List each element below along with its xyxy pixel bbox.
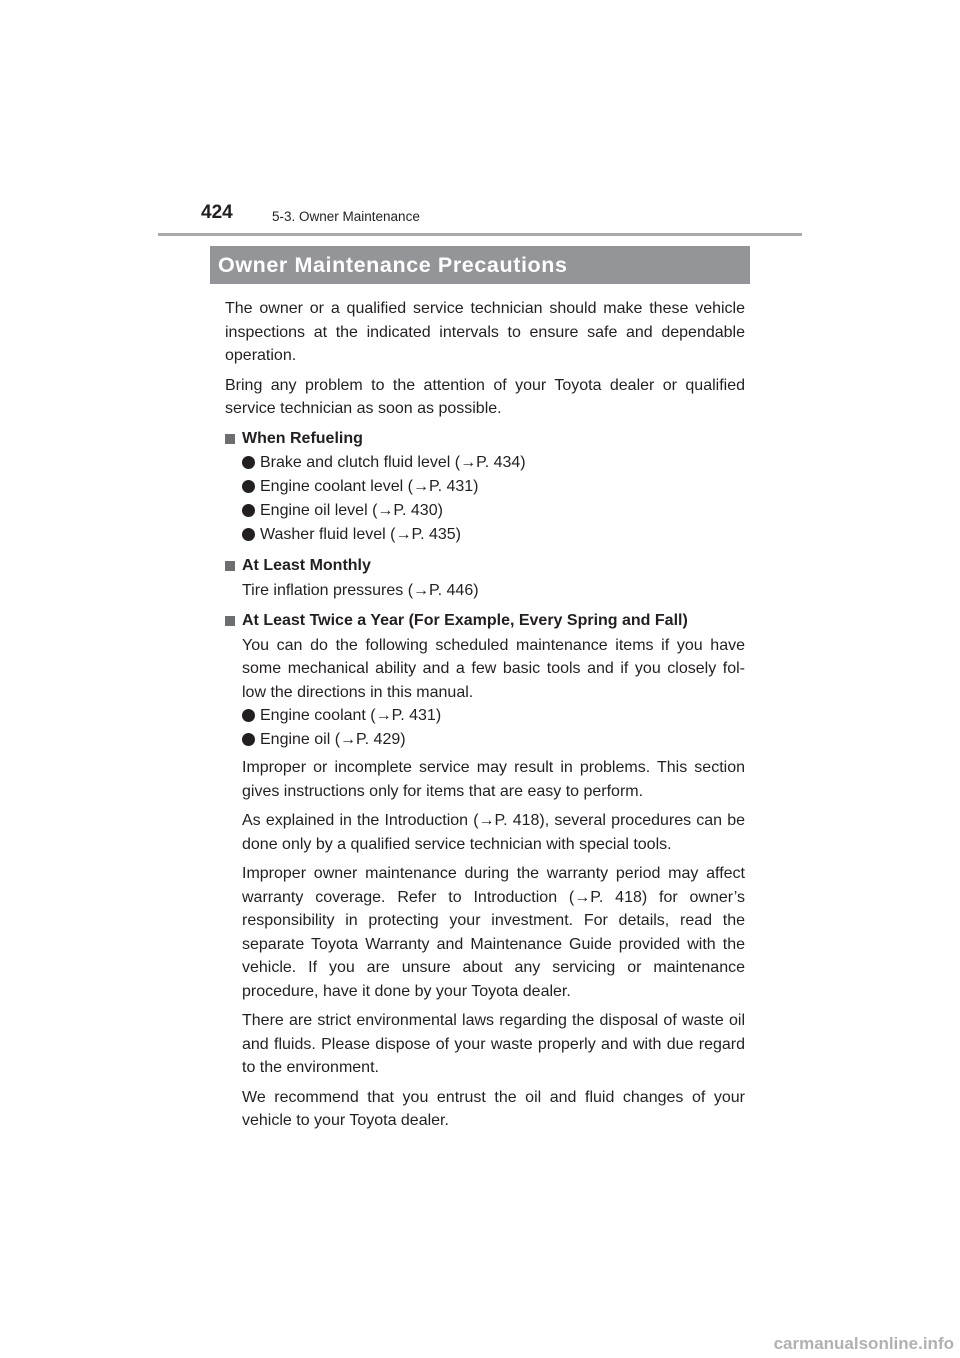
body-paragraph: There are strict environmental laws regarding the disposal of waste oil and fluids. Please dispose of your waste properly and with due regard to the environment. [242, 1012, 745, 1076]
list-item [242, 704, 745, 728]
list-item-text: Engine coolant level (→P. 431) [260, 478, 479, 495]
bullet-dot-icon [242, 456, 255, 469]
list-item [242, 475, 745, 499]
heading-twice-a-year [225, 609, 745, 633]
heading-text: When Refueling [242, 429, 363, 447]
body-paragraph: As explained in the Introduction (→P. 418), several procedures can be done only by a qualified service technician with special tools. [242, 812, 745, 853]
bullet-dot-icon [242, 528, 255, 541]
list-item-text: Engine coolant (→P. 431) [260, 707, 442, 724]
lead-line: You can do the following scheduled maintenance items if you have [242, 636, 745, 654]
title-bar [210, 246, 750, 284]
list-item-text: Engine oil level (→P. 430) [260, 502, 443, 519]
list-item [242, 451, 745, 475]
heading-when-refueling [225, 427, 745, 451]
page-number: 424 [201, 202, 233, 223]
monthly-text: Tire inflation pressures (→P. 446) [242, 581, 479, 599]
square-bullet-icon [225, 561, 235, 571]
twice-lead [225, 634, 745, 705]
list-item [242, 499, 745, 523]
bullet-dot-icon [242, 504, 255, 517]
square-bullet-icon [225, 616, 235, 626]
list-item-text: Washer fluid level (→P. 435) [260, 526, 461, 543]
bullet-dot-icon [242, 709, 255, 722]
square-bullet-icon [225, 434, 235, 444]
heading-text: At Least Monthly [242, 557, 371, 574]
heading-text: At Least Twice a Year (For Example, Every Spring and Fall) [242, 612, 688, 629]
content [225, 297, 745, 1139]
intro-paragraph: The owner or a qualified service technician should make these vehicle inspections at the indicated intervals to ensure safe and dependable operation. [225, 300, 745, 364]
body-paragraph: Improper or incomplete service may result in problems. This section gives instructions only for items that are easy to perform. [242, 759, 745, 800]
section-label: 5-3. Owner Maintenance [272, 209, 420, 224]
body-paragraph: Improper owner maintenance during the warranty period may affect warranty coverage. Refer to Introduction (→P. 418) for owner’s responsibility in protecting your investment. For details, read the separate Toyota Warranty and Maintenance Guide provided with the vehicle. If you are unsure about any servicing or maintenance procedure, have it done by your Toyota dealer. [242, 865, 745, 1000]
intro-paragraph: Bring any problem to the attention of your Toyota dealer or qualified service technician as soon as possible. [225, 376, 745, 417]
list-item-text: Engine oil (→P. 429) [260, 731, 406, 748]
lead-line: some mechanical ability and a few basic tools and if you closely fol- [242, 660, 745, 677]
list-item-text: Brake and clutch fluid level (→P. 434) [260, 454, 526, 471]
bullet-dot-icon [242, 480, 255, 493]
bullet-dot-icon [242, 733, 255, 746]
list-item [242, 523, 745, 547]
lead-line: low the directions in this manual. [242, 683, 474, 701]
body-paragraph: We recommend that you entrust the oil and fluid changes of your vehicle to your Toyota dealer. [242, 1088, 745, 1129]
heading-at-least-monthly [225, 554, 745, 578]
list-item [242, 728, 745, 752]
watermark: carmanualsonline.info [773, 1334, 954, 1353]
header-rule [158, 233, 802, 236]
page-title: Owner Maintenance Precautions [218, 253, 568, 277]
